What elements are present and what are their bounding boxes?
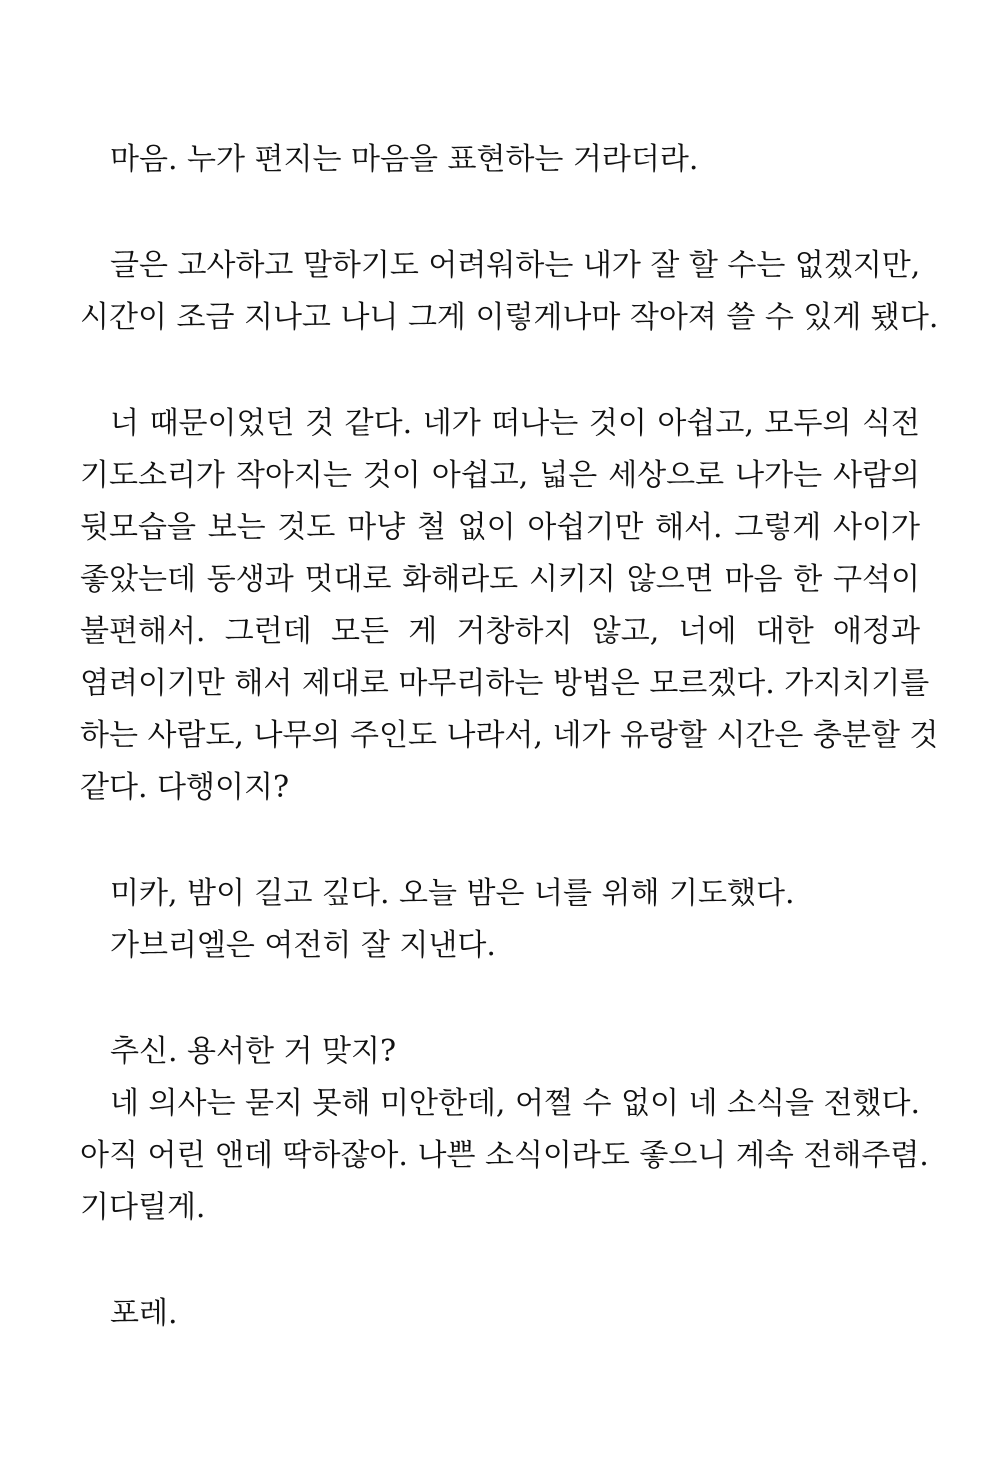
- letter-line: 하는 사람도, 나무의 주인도 나라서, 네가 유랑할 시간은 충분할 것: [80, 718, 939, 753]
- letter-line: 좋았는데 동생과 멋대로 화해라도 시키지 않으면 마음 한 구석이: [80, 562, 920, 597]
- letter-line: 염려이기만 해서 제대로 마무리하는 방법은 모르겠다. 가지치기를: [80, 666, 930, 701]
- letter-line: 뒷모습을 보는 것도 마냥 철 없이 아쉽기만 해서. 그렇게 사이가: [80, 510, 920, 545]
- letter-line: 미카, 밤이 길고 깊다. 오늘 밤은 너를 위해 기도했다.: [110, 876, 795, 911]
- letter-line: 기다릴게.: [80, 1190, 206, 1225]
- letter-signature: 포레.: [110, 1296, 178, 1331]
- letter-line: 아직 어린 앤데 딱하잖아. 나쁜 소식이라도 좋으니 계속 전해주렴.: [80, 1138, 929, 1173]
- letter-line: 추신. 용서한 거 맞지?: [110, 1034, 397, 1069]
- letter-line: 불편해서. 그런데 모든 게 거창하지 않고, 너에 대한 애정과: [80, 614, 920, 649]
- letter-line: 글은 고사하고 말하기도 어려워하는 내가 잘 할 수는 없겠지만,: [110, 248, 921, 283]
- letter-line: 기도소리가 작아지는 것이 아쉽고, 넓은 세상으로 나가는 사람의: [80, 458, 920, 493]
- letter-line: 같다. 다행이지?: [80, 770, 290, 805]
- letter-line: 가브리엘은 여전히 잘 지낸다.: [110, 928, 496, 963]
- letter-line: 시간이 조금 지나고 나니 그게 이렇게나마 작아져 쓸 수 있게 됐다.: [80, 300, 939, 335]
- letter-line: 너 때문이었던 것 같다. 네가 떠나는 것이 아쉽고, 모두의 식전: [110, 406, 920, 441]
- letter-line: 마음. 누가 편지는 마음을 표현하는 거라더라.: [110, 142, 699, 177]
- letter-line: 네 의사는 묻지 못해 미안한데, 어쩔 수 없이 네 소식을 전했다.: [110, 1086, 920, 1121]
